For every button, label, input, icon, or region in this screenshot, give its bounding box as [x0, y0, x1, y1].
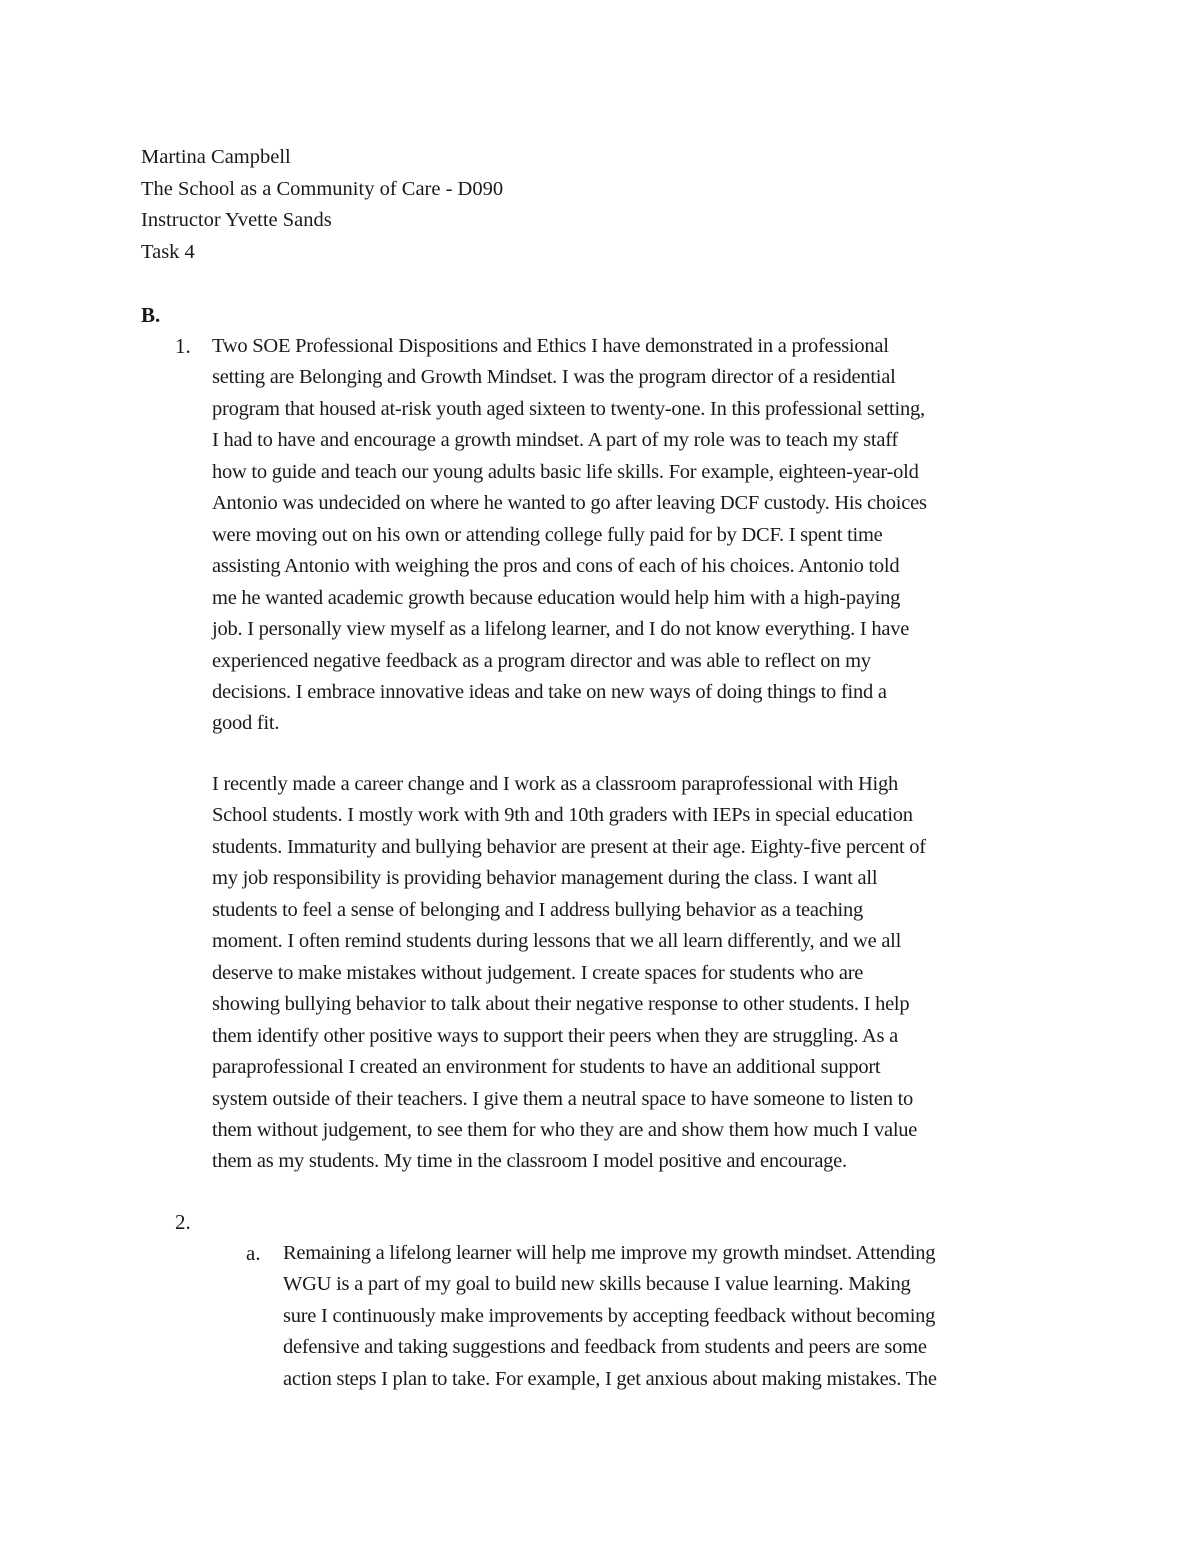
text-line: system outside of their teachers. I give them a neutral space to have someone to listen to	[212, 1087, 914, 1110]
text-line: I recently made a career change and I work as a classroom paraprofessional with High	[212, 773, 898, 795]
text-line: I had to have and encourage a growth mindset. A part of my role was to teach my staff	[212, 429, 898, 452]
text-line: job. I personally view myself as a lifelong learner, and I do not know everything. I have	[212, 618, 910, 641]
sub-item-a-text	[283, 1238, 937, 1395]
text-line: students. Immaturity and bullying behavior are present at their age. Eighty-five percent of	[212, 835, 926, 858]
sub-list-letter-a: a.	[246, 1241, 261, 1265]
instructor-name: Instructor Yvette Sands	[141, 209, 332, 231]
text-line: Two SOE Professional Dispositions and Ethics I have demonstrated in a professional	[212, 335, 889, 357]
text-line: them identify other positive ways to support their peers when they are struggling. As a	[212, 1024, 898, 1047]
text-line: them without judgement, to see them for who they are and show them how much I value	[212, 1118, 918, 1141]
text-line: deserve to make mistakes without judgement. I create spaces for students who are	[212, 961, 864, 984]
section-heading: B.	[141, 303, 161, 327]
text-line: Remaining a lifelong learner will help me improve my growth mindset. Attending	[283, 1242, 936, 1264]
text-line: my job responsibility is providing behavior management during the class. I want all	[212, 867, 878, 890]
text-line: showing bullying behavior to talk about their negative response to other students. I help	[212, 993, 910, 1016]
text-line: action steps I plan to take. For example, I get anxious about making mistakes. The	[283, 1367, 937, 1390]
task-label: Task 4	[141, 240, 195, 263]
text-line: experienced negative feedback as a program director and was able to reflect on my	[212, 649, 871, 672]
text-line: setting are Belonging and Growth Mindset. I was the program director of a residential	[212, 366, 896, 389]
text-line: moment. I often remind students during lessons that we all learn differently, and we all	[212, 930, 902, 953]
text-line: decisions. I embrace innovative ideas and take on new ways of doing things to find a	[212, 680, 887, 703]
author-name: Martina Campbell	[141, 146, 291, 168]
text-line: them as my students. My time in the classroom I model positive and encourage.	[212, 1150, 847, 1173]
item-one-paragraph-one	[212, 331, 927, 740]
text-line: good fit.	[212, 712, 280, 735]
item-one-paragraph-two	[212, 769, 926, 1178]
text-line: sure I continuously make improvements by accepting feedback without becoming	[283, 1304, 936, 1327]
text-line: paraprofessional I created an environment for students to have an additional support	[212, 1056, 881, 1079]
text-line: WGU is a part of my goal to build new skills because I value learning. Making	[283, 1273, 911, 1296]
text-line: how to guide and teach our young adults basic life skills. For example, eighteen-year-old	[212, 460, 919, 483]
list-number-2: 2.	[175, 1210, 191, 1234]
text-line: were moving out on his own or attending college fully paid for by DCF. I spent time	[212, 523, 883, 546]
text-line: me he wanted academic growth because education would help him with a high-paying	[212, 586, 901, 609]
text-line: defensive and taking suggestions and feedback from students and peers are some	[283, 1336, 927, 1359]
list-number-1: 1.	[175, 334, 191, 358]
text-line: School students. I mostly work with 9th and 10th graders with IEPs in special education	[212, 804, 913, 827]
text-line: program that housed at-risk youth aged sixteen to twenty-one. In this professional setting,	[212, 397, 925, 420]
text-line: assisting Antonio with weighing the pros and cons of each of his choices. Antonio told	[212, 555, 900, 578]
text-line: Antonio was undecided on where he wanted to go after leaving DCF custody. His choices	[212, 492, 927, 515]
course-title: The School as a Community of Care - D090	[141, 177, 504, 200]
text-line: students to feel a sense of belonging and I address bullying behavior as a teaching	[212, 898, 864, 921]
document-header	[141, 142, 503, 268]
